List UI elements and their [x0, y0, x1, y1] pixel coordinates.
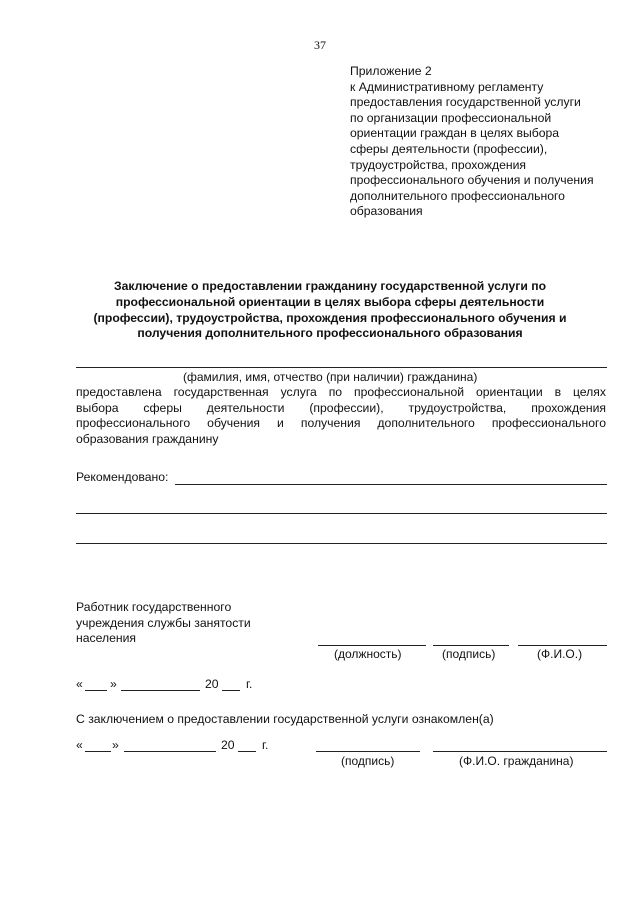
date2-year-suffix: г.	[262, 738, 269, 752]
body-line: образования гражданину	[76, 431, 219, 446]
date2-year-field[interactable]	[238, 751, 256, 752]
date1-year-prefix: 20	[205, 677, 219, 691]
annex-line: Приложение 2	[350, 64, 432, 78]
page-number: 37	[314, 38, 326, 52]
worker-line: Работник государственного	[76, 600, 232, 614]
date2-close-quote: »	[112, 738, 119, 752]
title-line: Заключение о предоставлении гражданину государственной услуги по	[113, 279, 547, 293]
date1-close-quote: »	[110, 677, 117, 691]
date2-year-prefix: 20	[221, 738, 235, 752]
recommended-field-1[interactable]	[175, 484, 607, 485]
worker-position-field[interactable]	[318, 645, 426, 646]
date1-month-field[interactable]	[121, 690, 200, 691]
recommended-field-3[interactable]	[76, 543, 607, 544]
annex-line: профессионального обучения и получения	[350, 173, 594, 188]
annex-line: предоставления государственной услуги	[350, 95, 581, 110]
document-title	[70, 279, 590, 342]
ack-name-field[interactable]	[433, 751, 607, 752]
date1-year-field[interactable]	[222, 690, 240, 691]
date1-open-quote: «	[76, 677, 83, 691]
recommended-field-2[interactable]	[76, 513, 607, 514]
recommended-label: Рекомендовано:	[76, 470, 169, 484]
worker-signature-field[interactable]	[433, 645, 509, 646]
worker-label	[76, 600, 251, 647]
worker-line: учреждения службы занятости	[76, 615, 251, 630]
worker-line: населения	[76, 631, 137, 646]
annex-line: сферы деятельности (профессии),	[350, 141, 548, 156]
title-line: профессиональной ориентации в целях выбора сферы деятельности	[115, 294, 545, 309]
citizen-name-caption: (фамилия, имя, отчество (при наличии) гражданина)	[183, 370, 478, 384]
annex-header	[350, 64, 620, 220]
ack-signature-field[interactable]	[316, 751, 420, 752]
annex-line: по организации профессиональной	[350, 110, 552, 125]
body-line: профессионального обучения и получения дополнительного профессионального	[76, 416, 606, 431]
date2-day-field[interactable]	[85, 751, 111, 752]
position-caption: (должность)	[334, 647, 402, 661]
annex-line: к Административному регламенту	[350, 79, 544, 94]
annex-line: трудоустройства, прохождения	[350, 157, 527, 172]
body-paragraph	[76, 385, 606, 447]
name-caption: (Ф.И.О.)	[537, 647, 583, 661]
annex-line: дополнительного профессионального	[350, 188, 565, 203]
citizen-name-field[interactable]	[76, 367, 607, 368]
date1-year-suffix: г.	[246, 677, 253, 691]
acknowledge-text: С заключением о предоставлении государственной услуги ознакомлен(а)	[76, 712, 494, 726]
annex-line: ориентации граждан в целях выбора	[350, 126, 560, 141]
date1-day-field[interactable]	[85, 690, 107, 691]
signature-caption: (подпись)	[442, 647, 496, 661]
ack-signature-caption: (подпись)	[341, 754, 395, 768]
annex-line: образования	[350, 204, 423, 219]
body-line: выбора сферы деятельности (профессии), трудоустройства, прохождения	[76, 400, 606, 415]
title-line: (профессии), трудоустройства, прохождения профессионального обучения и	[93, 310, 567, 325]
date2-month-field[interactable]	[124, 751, 216, 752]
ack-name-caption: (Ф.И.О. гражданина)	[459, 754, 574, 768]
title-line: получения дополнительного профессионального образования	[137, 326, 523, 341]
worker-name-field[interactable]	[518, 645, 607, 646]
body-line: предоставлена государственная услуга по профессиональной ориентации в целях	[76, 385, 606, 399]
date2-open-quote: «	[76, 738, 83, 752]
